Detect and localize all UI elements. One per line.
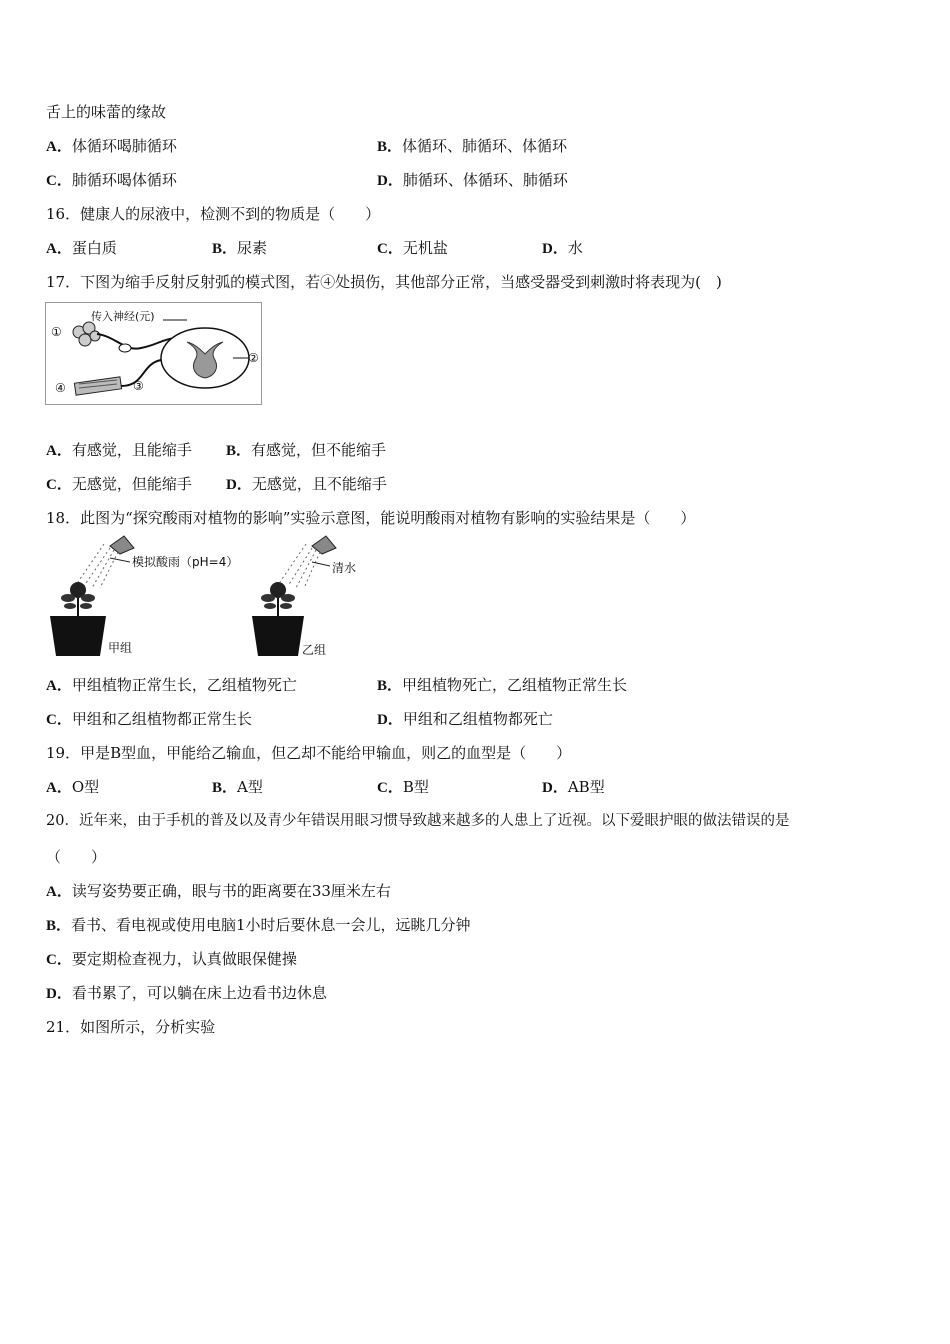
q21-stem: 21．如图所示，分析实验 [46,1018,216,1036]
q17-stem: 17．下图为缩手反射反射弧的模式图，若④处损伤，其他部分正常，当感受器受到刺激时将表现为( ) [46,273,722,291]
acid-rain-figure [44,534,374,662]
q17-option-a: A．有感觉，且能缩手 [46,441,192,459]
q18-option-a: A．甲组植物正常生长，乙组植物死亡 [46,676,297,694]
q15-option-a: A．体循环喝肺循环 [46,137,177,155]
sprayer-a-icon [78,536,134,588]
label-1: ① [51,325,62,339]
q19-option-c: C．B型 [377,778,429,796]
q18-option-b: B．甲组植物死亡，乙组植物正常生长 [377,676,628,694]
q15-option-b: B．体循环、肺循环、体循环 [377,137,568,155]
plant-b-icon [261,582,295,616]
acid-rain-label: 模拟酸雨（pH=4） [132,555,239,569]
q18-stem: 18．此图为“探究酸雨对植物的影响”实验示意图，能说明酸雨对植物有影响的实验结果是（ ） [46,509,696,527]
label-2: ② [248,351,259,365]
q15-option-d: D．肺循环、体循环、肺循环 [377,171,568,189]
q20-stem-line2: （ ） [46,848,107,866]
q16-option-b: B．尿素 [212,239,268,257]
sprayer-b-icon [280,536,336,588]
q20-option-b: B．看书、看电视或使用电脑1小时后要休息一会儿，远眺几分钟 [46,916,471,934]
q17-option-b: B．有感觉，但不能缩手 [226,441,387,459]
label-3: ③ [133,379,144,393]
q20-option-a: A．读写姿势要正确，眼与书的距离要在33厘米左右 [46,882,391,900]
group-b-label: 乙组 [302,643,327,657]
group-a-label: 甲组 [108,641,133,655]
q17-option-d: D．无感觉，且不能缩手 [226,475,387,493]
afferent-nerve-label: 传入神经(元) [91,310,155,323]
q16-stem: 16．健康人的尿液中，检测不到的物质是（ ） [46,205,381,223]
q16-option-a: A．蛋白质 [46,239,117,257]
q18-option-d: D．甲组和乙组植物都死亡 [377,710,553,728]
pot-b-icon [252,616,304,656]
pot-a-icon [50,616,106,656]
reflex-arc-figure [45,302,263,406]
q17-option-c: C．无感觉，但能缩手 [46,475,192,493]
q20-option-c: C．要定期检查视力，认真做眼保健操 [46,950,297,968]
q19-stem: 19．甲是B型血，甲能给乙输血，但乙却不能给甲输血，则乙的血型是（ ） [46,744,572,762]
q15-option-c: C．肺循环喝体循环 [46,171,177,189]
ganglion-icon [119,344,131,352]
q16-option-d: D．水 [542,239,583,257]
q20-option-d: D．看书累了，可以躺在床上边看书边休息 [46,984,327,1002]
water-label: 清水 [332,561,357,575]
q15-continuation: 舌上的味蕾的缘故 [46,103,167,121]
q19-option-a: A．O型 [46,778,100,796]
q16-option-c: C．无机盐 [377,239,448,257]
plant-a-icon [61,582,95,616]
q19-option-d: D．AB型 [542,778,605,796]
q19-option-b: B．A型 [212,778,263,796]
q20-stem-line1: 20．近年来，由于手机的普及以及青少年错误用眼习惯导致越来越多的人患上了近视。以下爱眼护眼的做法错误的是 [46,813,790,829]
label-4: ④ [55,381,66,395]
q18-option-c: C．甲组和乙组植物都正常生长 [46,710,252,728]
